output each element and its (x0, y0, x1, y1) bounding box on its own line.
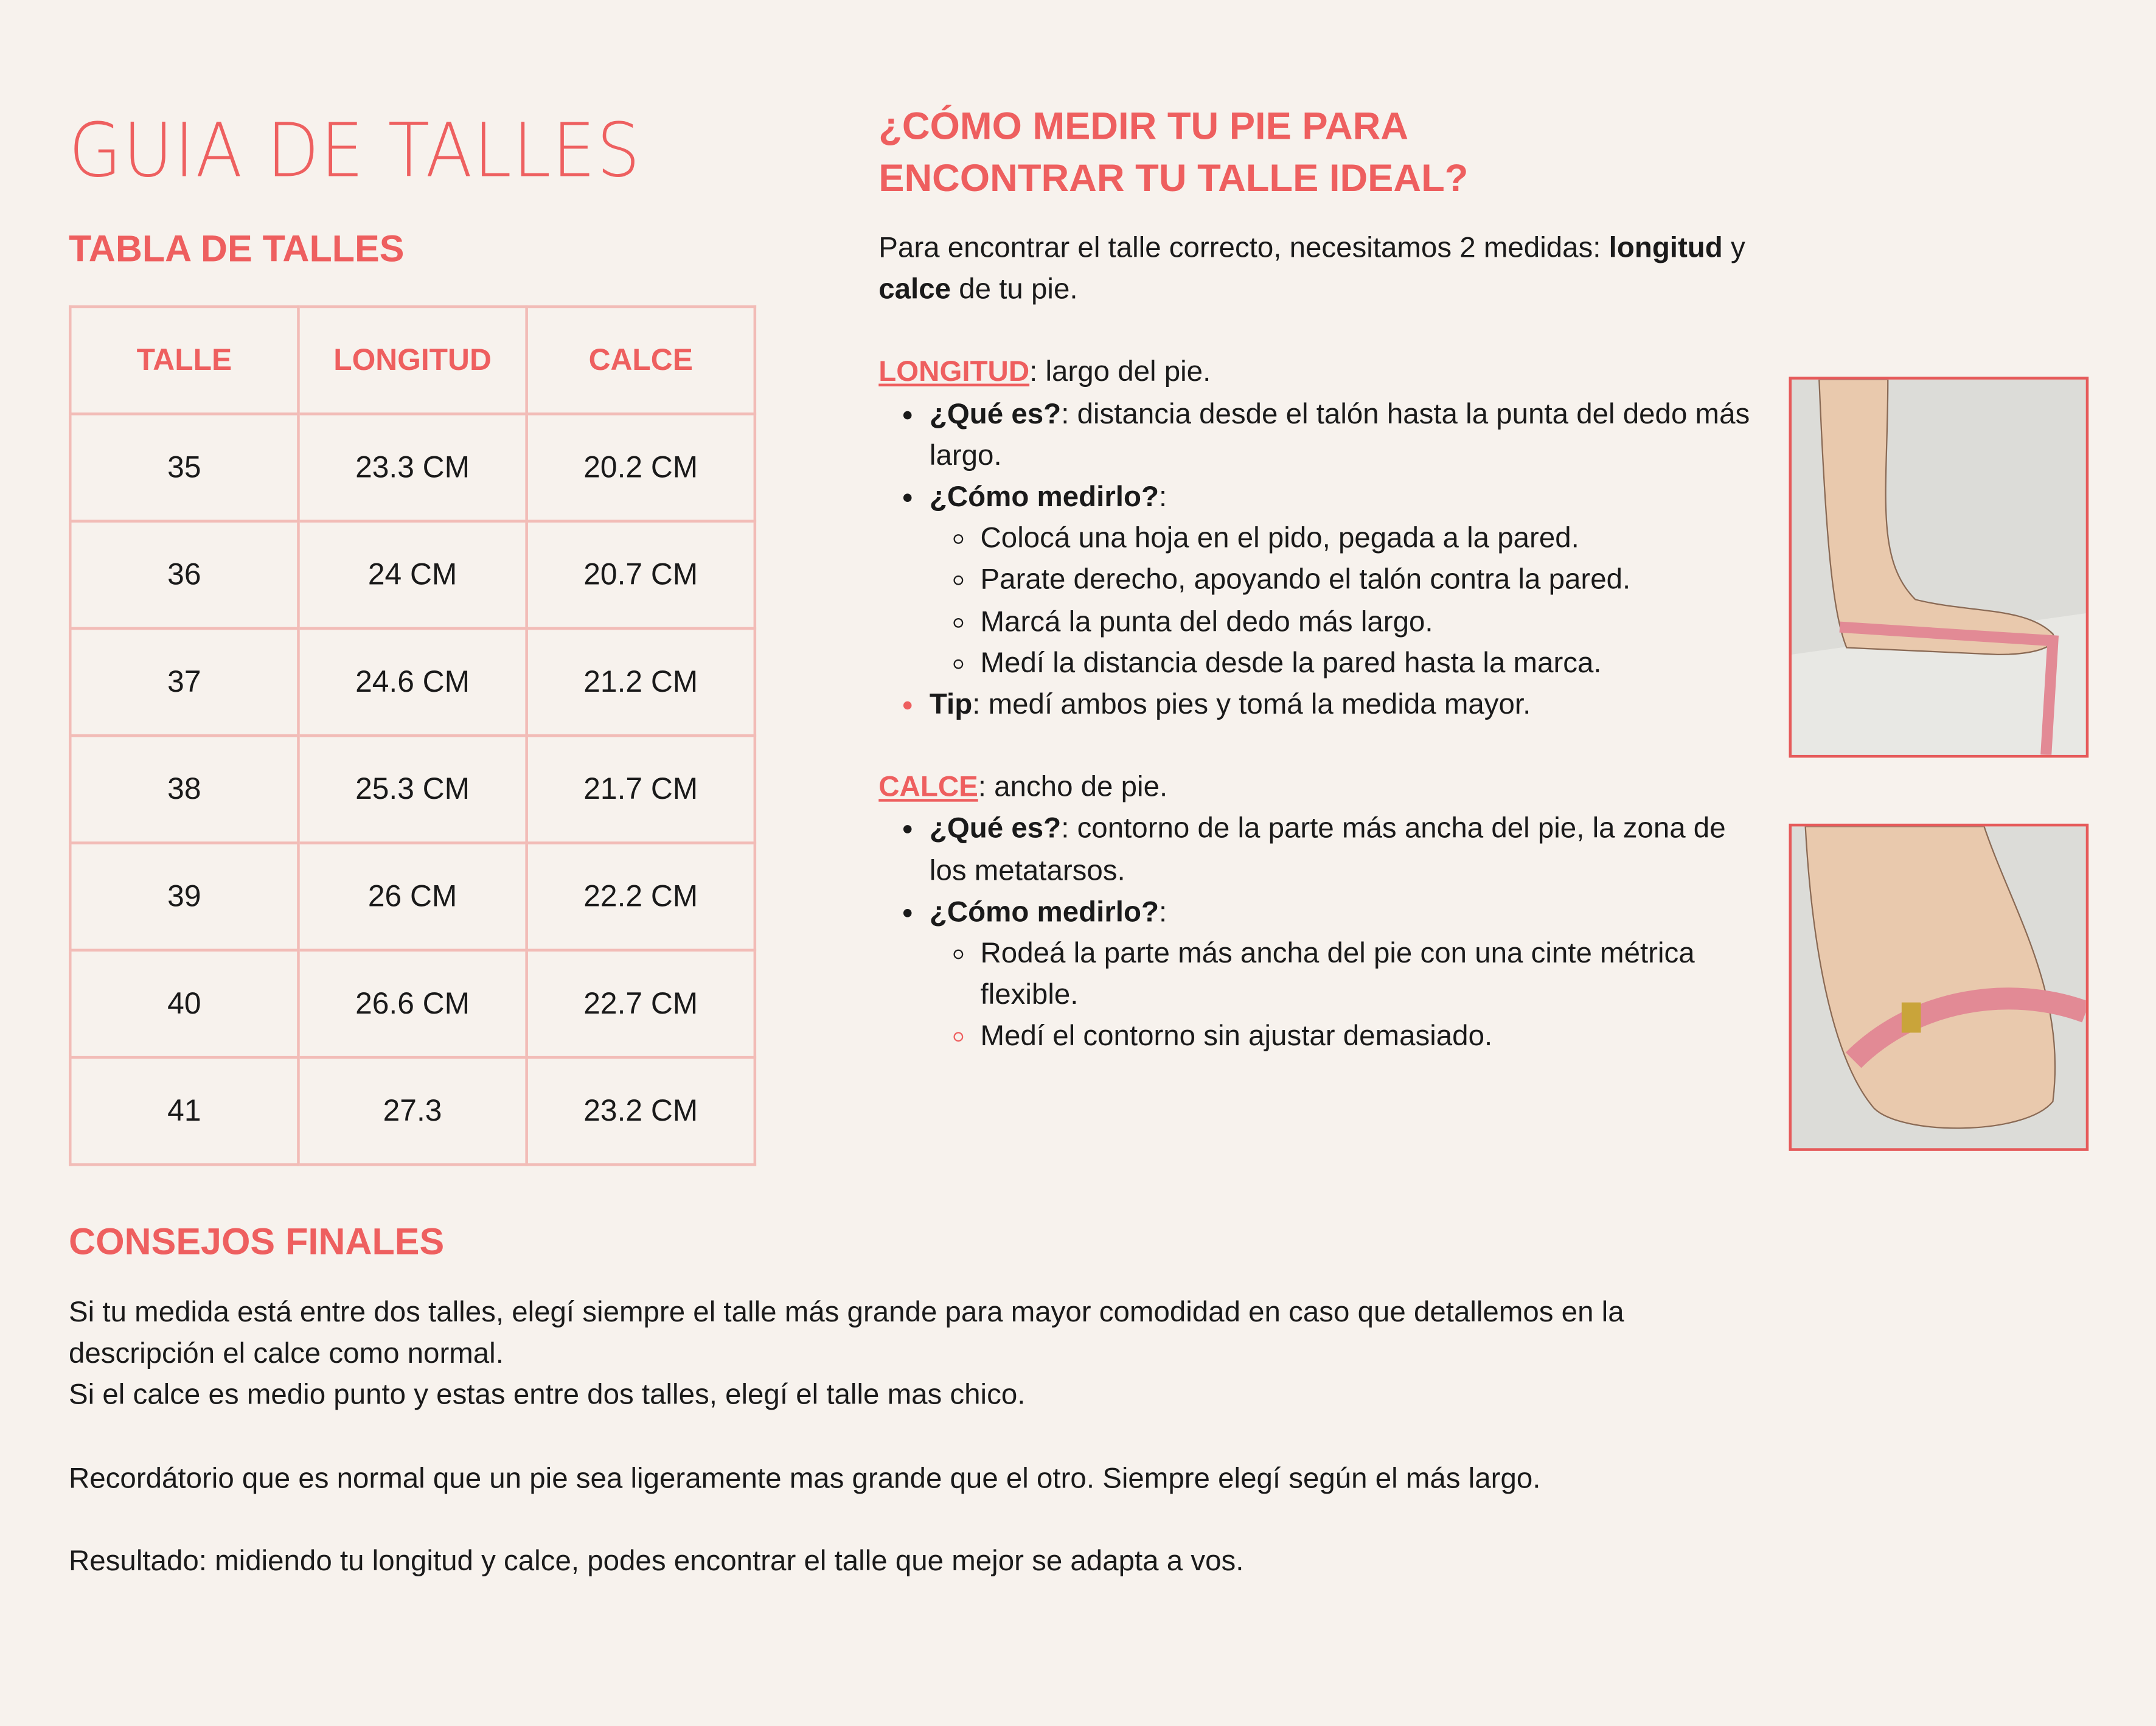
tip-paragraph: Si tu medida está entre dos talles, elegí siempre el talle más grande para mayor comodidad en caso que detallemos en la descripción el calce como normal. (69, 1296, 1624, 1370)
cell-talle: 41 (70, 1057, 298, 1164)
step-item: ◦ Medí la distancia desde la pared hasta la marca. (981, 643, 1759, 684)
consejos-heading: CONSEJOS FINALES (69, 1221, 445, 1262)
tip-paragraph: Resultado: midiendo tu longitud y calce, podes encontrar el talle que mejor se adapta a vos. (69, 1545, 1244, 1578)
cell-calce: 21.7 CM (527, 736, 755, 843)
heading-line: ¿CÓMO MEDIR TU PIE PARA (878, 104, 1409, 147)
table-row (70, 414, 755, 521)
list-item: • ¿Cómo medirlo?: ◦ Rodeá la parte más ancha del pie con una cinte métrica flexible. ◦ Medí el contorno sin ajustar demasiado. (930, 893, 1759, 1059)
cell-longitud: 27.3 (298, 1057, 526, 1164)
size-table (69, 305, 756, 1166)
cell-longitud: 23.3 CM (298, 414, 526, 521)
cell-talle: 39 (70, 843, 298, 950)
cell-longitud: 25.3 CM (298, 736, 526, 843)
list-item: • ¿Qué es?: contorno de la parte más ancha del pie, la zona de los metatarsos. (930, 809, 1759, 893)
table-header-row (70, 307, 755, 414)
step-item: ◦ Rodeá la parte más ancha del pie con una cinte métrica flexible. (981, 934, 1759, 1017)
cell-calce: 22.7 CM (527, 950, 755, 1057)
how-to-heading (878, 100, 1759, 205)
table-heading: TABLA DE TALLES (69, 228, 405, 270)
cell-talle: 40 (70, 950, 298, 1057)
table-row (70, 521, 755, 628)
cell-talle: 38 (70, 736, 298, 843)
table-row (70, 1057, 755, 1164)
cell-longitud: 26.6 CM (298, 950, 526, 1057)
column-header-longitud: LONGITUD (298, 307, 526, 414)
table-row (70, 950, 755, 1057)
how-to-measure-section (878, 100, 1759, 1059)
longitud-list (878, 394, 1759, 726)
step-item: ◦ Medí el contorno sin ajustar demasiado. (981, 1017, 1759, 1058)
table-row (70, 843, 755, 950)
intro-text: Para encontrar el talle correcto, necesitamos 2 medidas: longitud y calce de tu pie. (878, 232, 1745, 306)
page-title: GUIA DE TALLES (69, 107, 642, 194)
column-header-calce: CALCE (527, 307, 755, 414)
cell-longitud: 26 CM (298, 843, 526, 950)
cell-calce: 21.2 CM (527, 628, 755, 736)
heading-line: ENCONTRAR TU TALLE IDEAL? (878, 156, 1469, 200)
cell-talle: 37 (70, 628, 298, 736)
tip-paragraph: Si el calce es medio punto y estas entre dos talles, elegí el talle mas chico. (69, 1379, 1026, 1411)
cell-calce: 23.2 CM (527, 1057, 755, 1164)
cell-longitud: 24.6 CM (298, 628, 526, 736)
cell-calce: 22.2 CM (527, 843, 755, 950)
column-header-talle: TALLE (70, 307, 298, 414)
cell-calce: 20.2 CM (527, 414, 755, 521)
cell-longitud: 24 CM (298, 521, 526, 628)
cell-calce: 20.7 CM (527, 521, 755, 628)
step-item: ◦ Colocá una hoja en el pido, pegada a la pared. (981, 519, 1759, 560)
longitud-definition: LONGITUD: largo del pie. (878, 357, 1211, 389)
table-row (70, 628, 755, 736)
cell-talle: 36 (70, 521, 298, 628)
tip-item: • Tip: medí ambos pies y tomá la medida mayor. (930, 685, 1759, 726)
step-item: ◦ Parate derecho, apoyando el talón contra la pared. (981, 560, 1759, 602)
foot-width-illustration (1789, 824, 2089, 1151)
calce-list (878, 809, 1759, 1059)
final-tips (69, 1293, 1691, 1583)
table-row (70, 736, 755, 843)
cell-talle: 35 (70, 414, 298, 521)
list-item: • ¿Cómo medirlo?: ◦ Colocá una hoja en el pido, pegada a la pared. ◦ Parate derecho, apoyando el talón contra la pared. ◦ Marcá la punta del dedo más largo. ◦ Medí la distancia desde la pared hasta la marca. (930, 477, 1759, 684)
tip-paragraph: Recordátorio que es normal que un pie sea ligeramente mas grande que el otro. Siempre elegí según el más largo. (69, 1462, 1541, 1494)
calce-definition: CALCE: ancho de pie. (878, 771, 1168, 804)
foot-length-illustration (1789, 377, 2089, 757)
step-item: ◦ Marcá la punta del dedo más largo. (981, 602, 1759, 643)
list-item: • ¿Qué es?: distancia desde el talón hasta la punta del dedo más largo. (930, 394, 1759, 478)
